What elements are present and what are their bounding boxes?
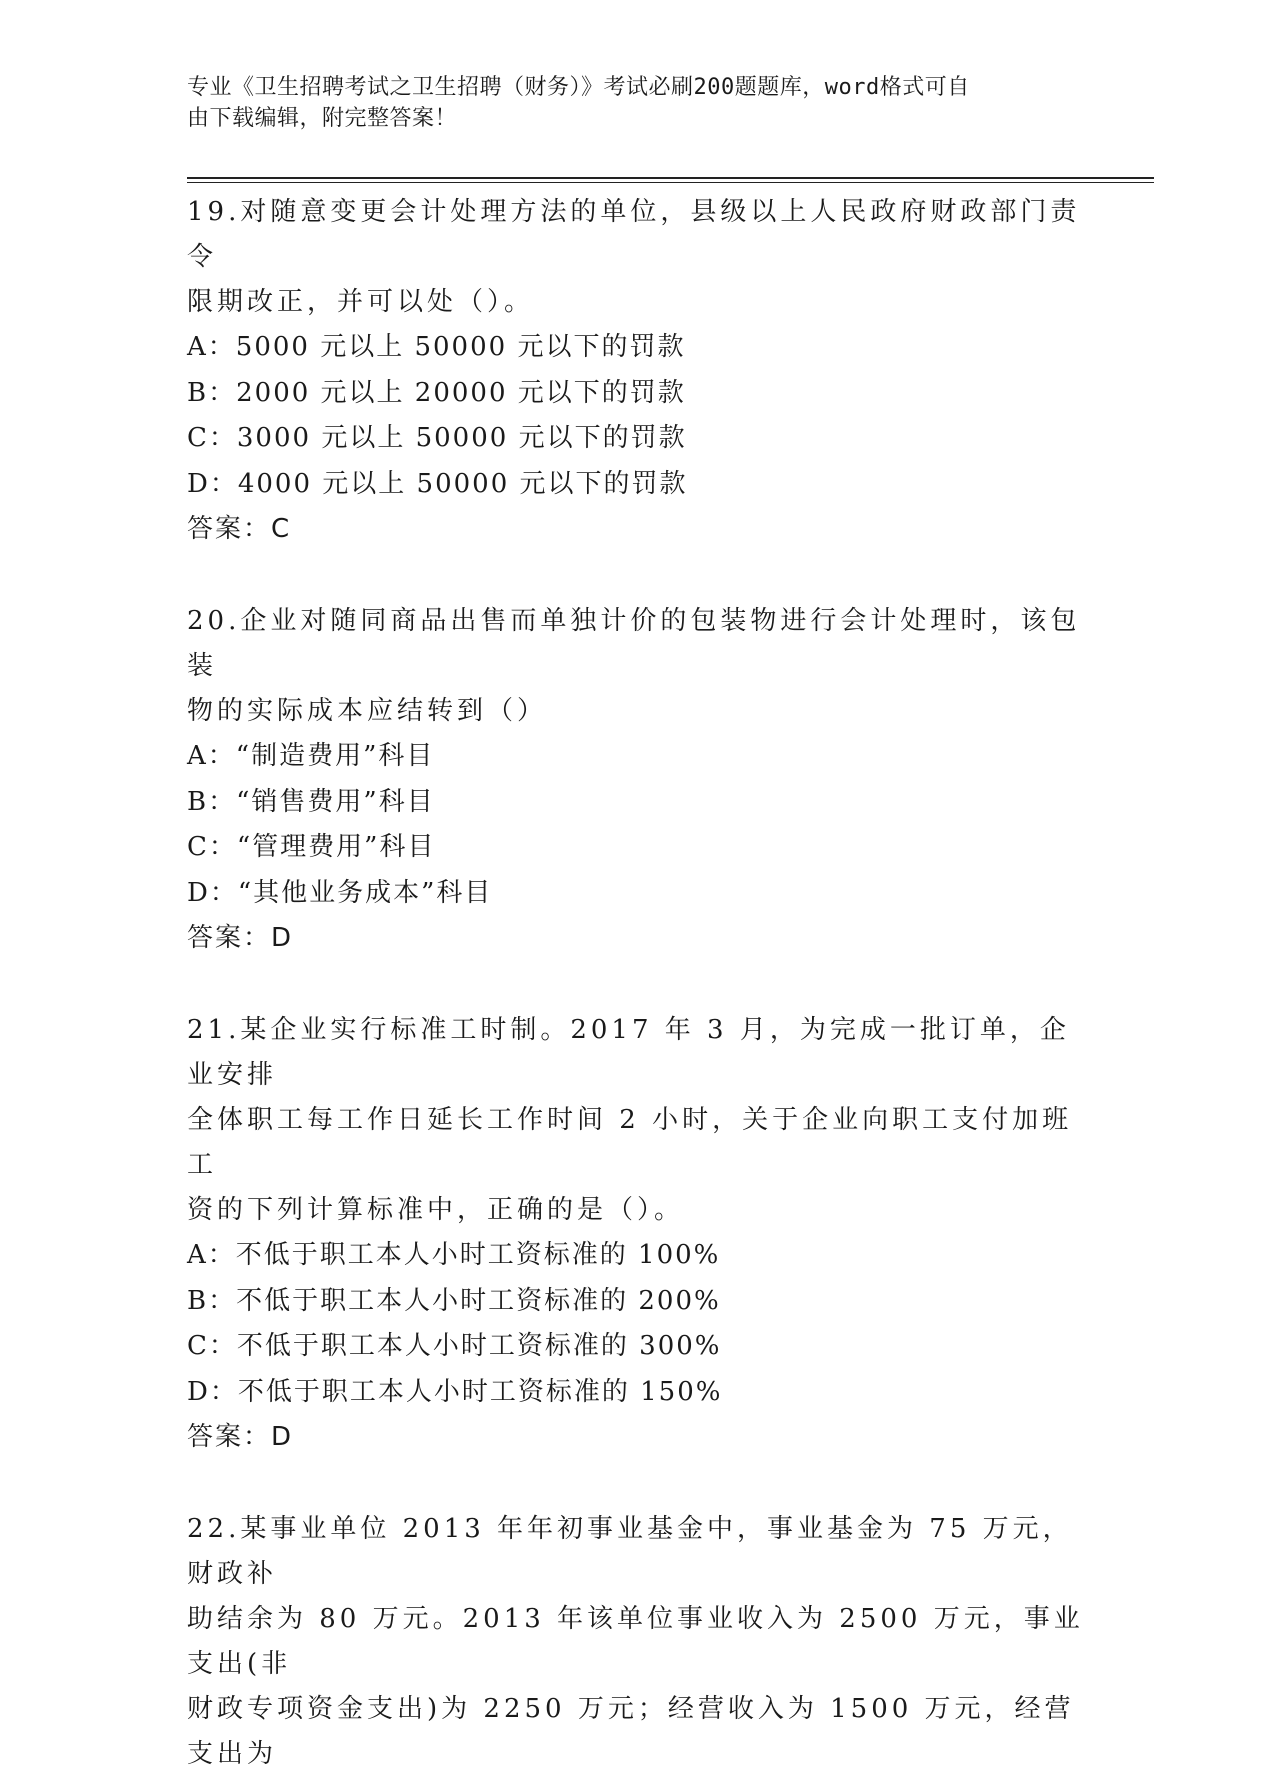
question-stem-line: 资的下列计算标准中，正确的是（）。 <box>187 1195 685 1225</box>
header-divider-thick <box>187 177 1154 179</box>
answer-line: 答案：D <box>187 1422 294 1452</box>
option-a: A：“制造费用”科目 <box>187 741 435 771</box>
option-d: D：4000 元以上 50000 元以下的罚款 <box>187 468 688 499</box>
header-line-1: 专业《卫生招聘考试之卫生招聘（财务）》考试必刷200题题库，word格式可自 <box>187 75 970 100</box>
document-header <box>187 72 1067 134</box>
question-stem-line: 助结余为 80 万元。2013 年该单位事业收入为 2500 万元，事业支出(非 <box>187 1604 1084 1679</box>
answer-line: 答案：D <box>187 923 294 953</box>
header-divider-thin <box>187 182 1154 183</box>
option-a: A：不低于职工本人小时工资标准的 100% <box>187 1240 721 1270</box>
question-22 <box>187 1507 1087 1777</box>
question-stem-line: 20.企业对随同商品出售而单独计价的包装物进行会计处理时，该包装 <box>187 606 1081 681</box>
question-19 <box>187 190 1087 552</box>
answer-line: 答案：C <box>187 514 292 544</box>
option-b: B：“销售费用”科目 <box>187 786 435 817</box>
question-21 <box>187 1008 1087 1460</box>
option-a: A：5000 元以上 50000 元以下的罚款 <box>187 332 686 362</box>
header-line-2: 由下载编辑，附完整答案！ <box>187 106 458 131</box>
question-spacer <box>187 961 1087 1008</box>
option-d: D：“其他业务成本”科目 <box>187 877 493 908</box>
question-stem-line: 全体职工每工作日延长工作时间 2 小时，关于企业向职工支付加班工 <box>187 1105 1073 1180</box>
question-stem-line: 19.对随意变更会计处理方法的单位，县级以上人民政府财政部门责令 <box>187 197 1081 272</box>
questions-list <box>187 190 1087 1777</box>
question-stem-line: 财政专项资金支出)为 2250 万元；经营收入为 1500 万元，经营支出为 <box>187 1694 1075 1769</box>
option-d: D：不低于职工本人小时工资标准的 150% <box>187 1376 723 1407</box>
question-spacer <box>187 552 1087 599</box>
question-spacer <box>187 1460 1087 1507</box>
question-stem-line: 物的实际成本应结转到（） <box>187 696 548 726</box>
question-stem-line: 21.某企业实行标准工时制。2017 年 3 月，为完成一批订单，企业安排 <box>187 1015 1070 1090</box>
question-stem-line: 22.某事业单位 2013 年年初事业基金中，事业基金为 75 万元，财政补 <box>187 1514 1073 1589</box>
question-stem-line: 限期改正，并可以处（）。 <box>187 287 535 317</box>
option-c: C：不低于职工本人小时工资标准的 300% <box>187 1331 722 1361</box>
question-20 <box>187 599 1087 961</box>
option-c: C：3000 元以上 50000 元以下的罚款 <box>187 423 687 453</box>
option-b: B：不低于职工本人小时工资标准的 200% <box>187 1285 721 1316</box>
option-c: C：“管理费用”科目 <box>187 832 436 862</box>
option-b: B：2000 元以上 20000 元以下的罚款 <box>187 377 686 408</box>
